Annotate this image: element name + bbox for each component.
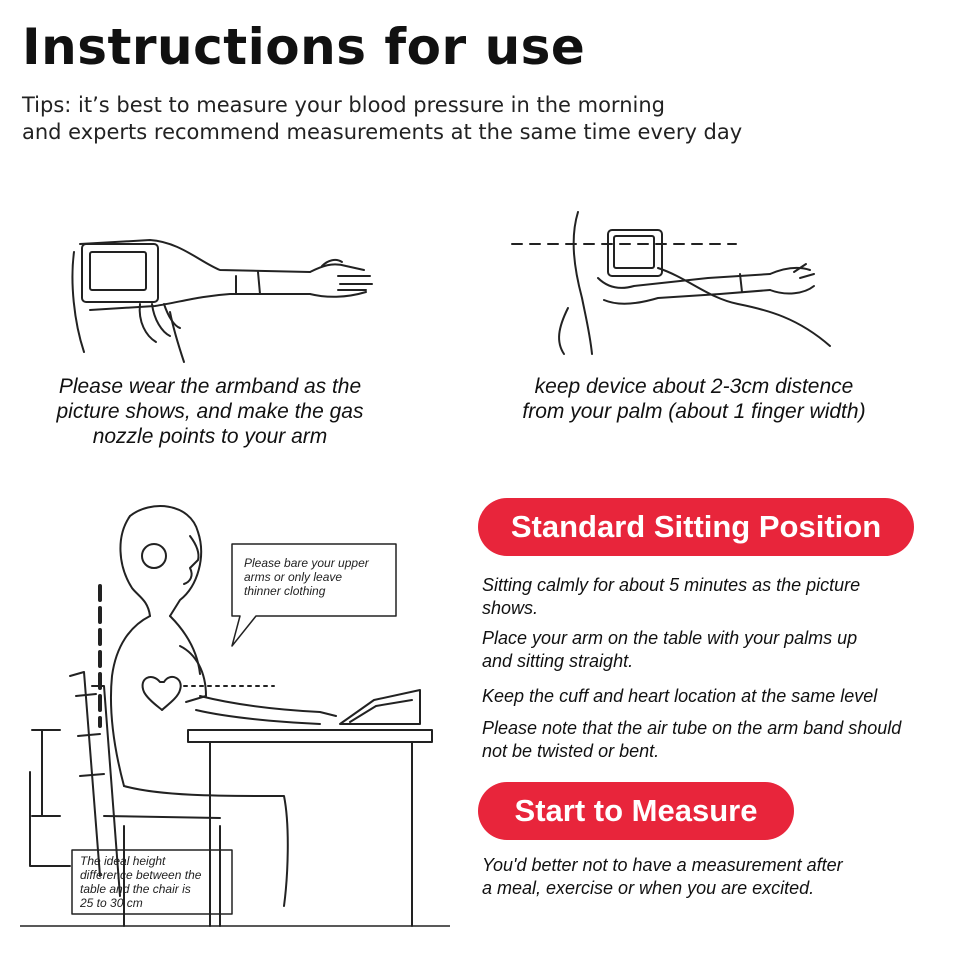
armband-caption-line-2: picture shows, and make the gas (56, 400, 364, 423)
armband-caption-line-1: Please wear the armband as the (58, 375, 362, 398)
start-measure-heading: Start to Measure (478, 782, 794, 840)
armband-caption (30, 374, 390, 449)
height-note-line-3: table and the chair is (80, 882, 191, 896)
sitting-paragraph-3-line-1: Keep the cuff and heart location at the same level (482, 686, 878, 706)
measure-paragraph-1-line-2: a meal, exercise or when you are excited. (482, 878, 815, 898)
sitting-paragraph-4-line-1: Please note that the air tube on the arm band should (482, 718, 902, 738)
height-note-line-1: The ideal height (80, 854, 166, 868)
measure-paragraph-1 (482, 854, 843, 900)
measure-paragraph-1-line-1: You'd better not to have a measurement after (482, 855, 843, 875)
sitting-paragraph-1 (482, 574, 860, 620)
sitting-paragraph-4-line-2: not be twisted or bent. (482, 741, 660, 761)
bare-arm-note (244, 556, 369, 598)
sitting-paragraph-2-line-2: and sitting straight. (482, 651, 634, 671)
sitting-paragraph-1-line-2: shows. (482, 598, 539, 618)
tips-line-2: and experts recommend measurements at the same time every day (22, 120, 743, 144)
sitting-paragraph-3 (482, 685, 877, 708)
tips-text (22, 92, 742, 146)
distance-caption-line-1: keep device about 2-3cm distence (534, 375, 854, 398)
sitting-position-heading: Standard Sitting Position (478, 498, 914, 556)
sitting-paragraph-2 (482, 627, 857, 673)
sitting-paragraph-4 (482, 717, 901, 763)
sitting-paragraph-1-line-1: Sitting calmly for about 5 minutes as the picture (482, 575, 861, 595)
distance-caption (494, 374, 894, 424)
bare-arm-note-line-1: Please bare your upper (244, 556, 369, 570)
page-title: Instructions for use (22, 18, 586, 76)
height-difference-note (80, 854, 201, 910)
distance-caption-line-2: from your palm (about 1 finger width) (522, 400, 866, 423)
height-note-line-4: 25 to 30 cm (80, 896, 143, 910)
armband-illustration (60, 232, 380, 372)
tips-line-1: Tips: it’s best to measure your blood pressure in the morning (22, 93, 665, 117)
bare-arm-note-line-2: arms or only leave (244, 570, 343, 584)
device-distance-illustration (508, 208, 838, 358)
bare-arm-note-line-3: thinner clothing (244, 584, 326, 598)
armband-caption-line-3: nozzle points to your arm (92, 425, 328, 448)
sitting-paragraph-2-line-1: Place your arm on the table with your palms up (482, 628, 858, 648)
height-note-line-2: difference between the (80, 868, 202, 882)
